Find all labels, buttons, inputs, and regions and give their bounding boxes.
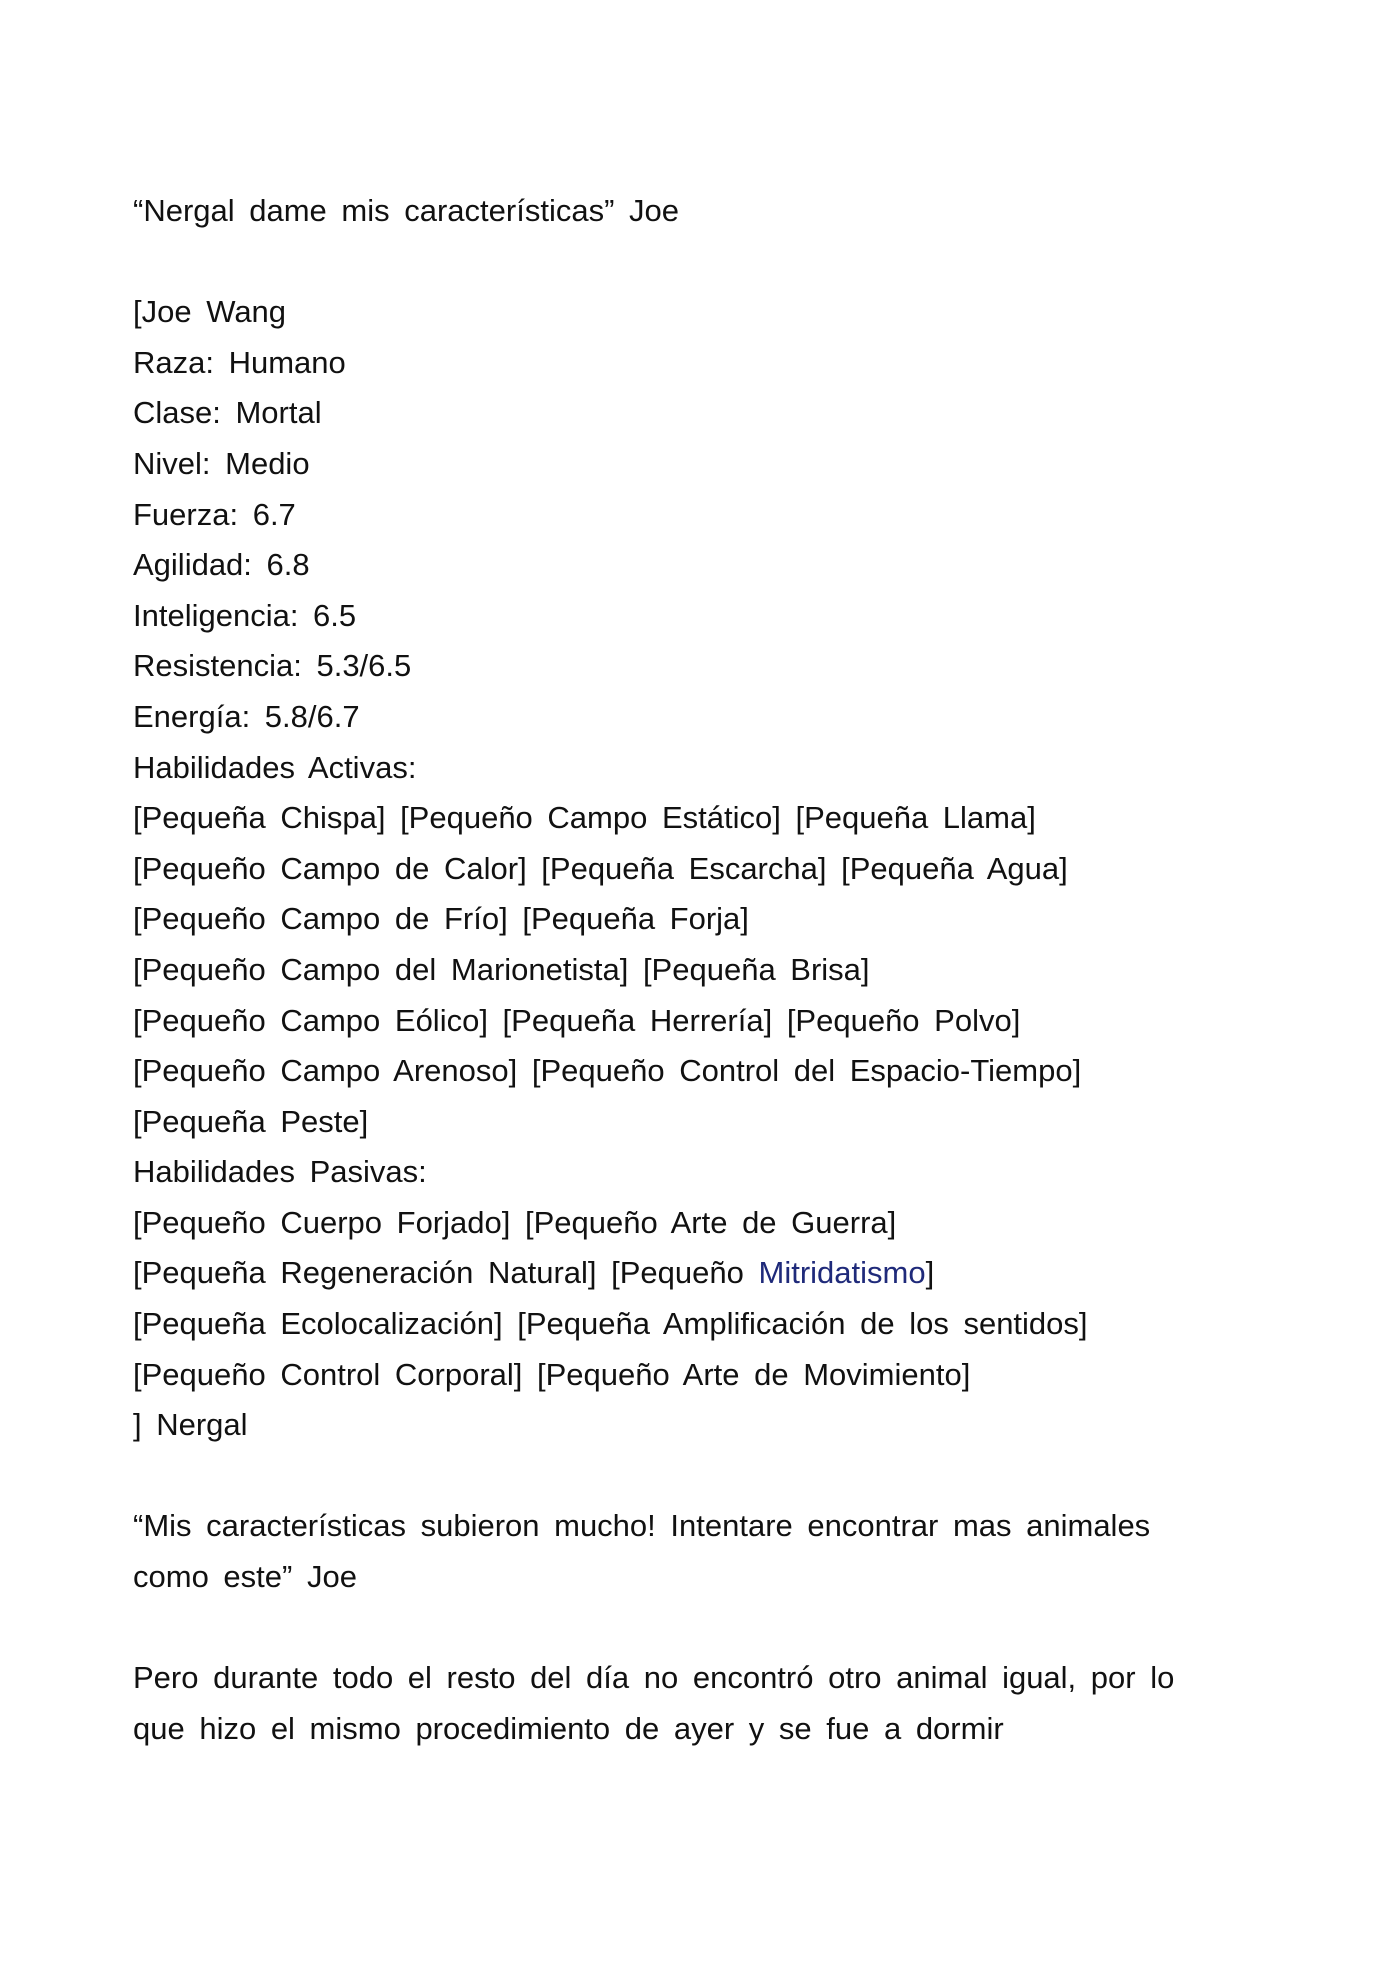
paragraph-gap <box>133 237 1293 288</box>
narration-line: que hizo el mismo procedimiento de ayer y se fue a dormir <box>133 1710 1004 1746</box>
status-level: Nivel: Medio <box>133 445 310 481</box>
status-energy: Energía: 5.8/6.7 <box>133 698 360 734</box>
passive-skills-line: [Pequeño Cuerpo Forjado] [Pequeño Arte de Guerra] <box>133 1204 897 1240</box>
active-skills-line: [Pequeño Campo del Marionetista] [Pequeña Brisa] <box>133 951 870 987</box>
status-name: [Joe Wang <box>133 294 287 330</box>
quote-2-line: “Mis características subieron mucho! Intentare encontrar mas animales <box>133 1508 1151 1544</box>
passive-skills-heading: Habilidades Pasivas: <box>133 1154 427 1190</box>
narration-line: Pero durante todo el resto del día no encontró otro animal igual, por lo <box>133 1660 1175 1696</box>
status-block <box>133 287 1293 1451</box>
active-skills-line: [Pequeño Campo Eólico] [Pequeña Herrería] [Pequeño Polvo] <box>133 1002 1021 1038</box>
passive-line-prefix: [Pequeña Regeneración Natural] [Pequeño <box>133 1255 759 1291</box>
paragraph-gap <box>133 1603 1293 1654</box>
mitridatismo-highlight: Mitridatismo <box>758 1255 926 1291</box>
active-skills-line: [Pequeño Campo Arenoso] [Pequeño Control del Espacio-Tiempo] <box>133 1053 1082 1089</box>
document-text <box>133 186 1293 1754</box>
status-strength: Fuerza: 6.7 <box>133 496 296 532</box>
active-skills-line: [Pequeña Peste] <box>133 1103 369 1139</box>
status-resistance: Resistencia: 5.3/6.5 <box>133 648 412 684</box>
status-race: Raza: Humano <box>133 344 346 380</box>
paragraph-gap <box>133 1451 1293 1502</box>
status-intelligence: Inteligencia: 6.5 <box>133 597 357 633</box>
status-close: ] Nergal <box>133 1407 248 1443</box>
passive-skills-line: [Pequeño Control Corporal] [Pequeño Arte de Movimiento] <box>133 1356 971 1392</box>
quote-2-line: como este” Joe <box>133 1559 357 1595</box>
active-skills-line: [Pequeño Campo de Frío] [Pequeña Forja] <box>133 901 749 937</box>
passive-skills-line: [Pequeña Ecolocalización] [Pequeña Amplificación de los sentidos] <box>133 1306 1088 1342</box>
passive-line-suffix: ] <box>925 1255 935 1291</box>
status-class: Clase: Mortal <box>133 395 322 431</box>
status-agility: Agilidad: 6.8 <box>133 547 310 583</box>
active-skills-line: [Pequeño Campo de Calor] [Pequeña Escarcha] [Pequeña Agua] <box>133 850 1068 886</box>
active-skills-heading: Habilidades Activas: <box>133 749 417 785</box>
active-skills-line: [Pequeña Chispa] [Pequeño Campo Estático] [Pequeña Llama] <box>133 800 1036 836</box>
passive-skills-line <box>133 1248 1293 1299</box>
opening-quote: “Nergal dame mis características” Joe <box>133 193 679 228</box>
